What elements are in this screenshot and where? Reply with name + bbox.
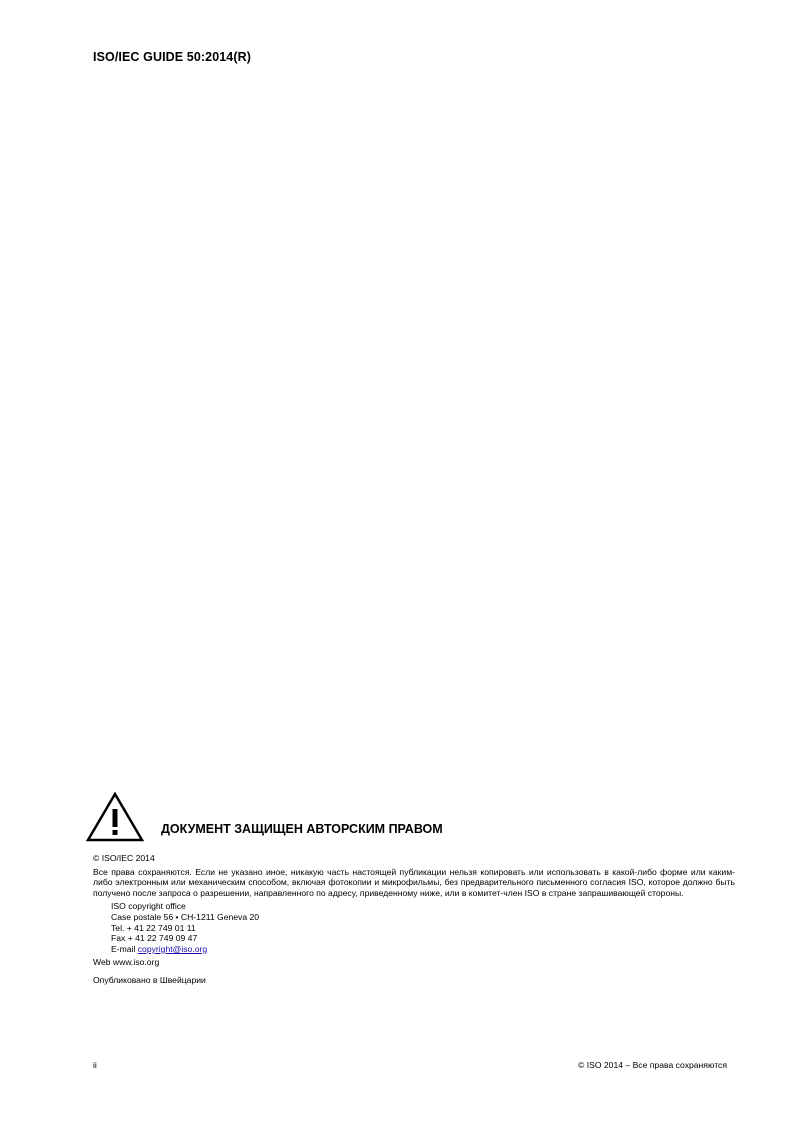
web-address: Web www.iso.org [93,957,160,968]
copyright-warning-title: ДОКУМЕНТ ЗАЩИЩЕН АВТОРСКИМ ПРАВОМ [161,822,443,836]
address-tel: Tel. + 41 22 749 01 11 [111,922,196,933]
footer-rights: © ISO 2014 – Все права сохраняются [577,1060,727,1070]
copyright-notice [93,853,735,986]
copyright-line: © ISO/IEC 2014 [93,853,155,863]
page-footer [93,1060,727,1070]
copyright-warning [86,792,736,842]
address-office: ISO copyright office [111,901,186,912]
rights-statement: Все права сохраняются. Если не указано иное, никакую часть настоящей публикации нельзя копировать или использовать в какой-либо форме или каким-либо электронным или механическим способом, включая фотокопии и микрофильмы, без предварительного письменного согласия ISO, которое должно быть получено после запроса о разрешении, направленного по адресу, приведенному ниже, или в комитет-член ISO в стране запрашивающей стороны. [93,866,735,898]
address-fax: Fax + 41 22 749 09 47 [111,933,198,944]
address-email-line [111,944,735,955]
email-link[interactable]: copyright@iso.org [137,943,208,954]
document-id-header: ISO/IEC GUIDE 50:2014(R) [93,50,252,64]
address-postal: Case postale 56 • CH-1211 Geneva 20 [111,911,260,922]
email-label: E-mail [111,943,138,954]
page-number: ii [93,1060,97,1070]
warning-triangle-icon [86,792,144,842]
iso-office-address [111,901,735,954]
published-in: Опубликовано в Швейцарии [93,974,206,985]
